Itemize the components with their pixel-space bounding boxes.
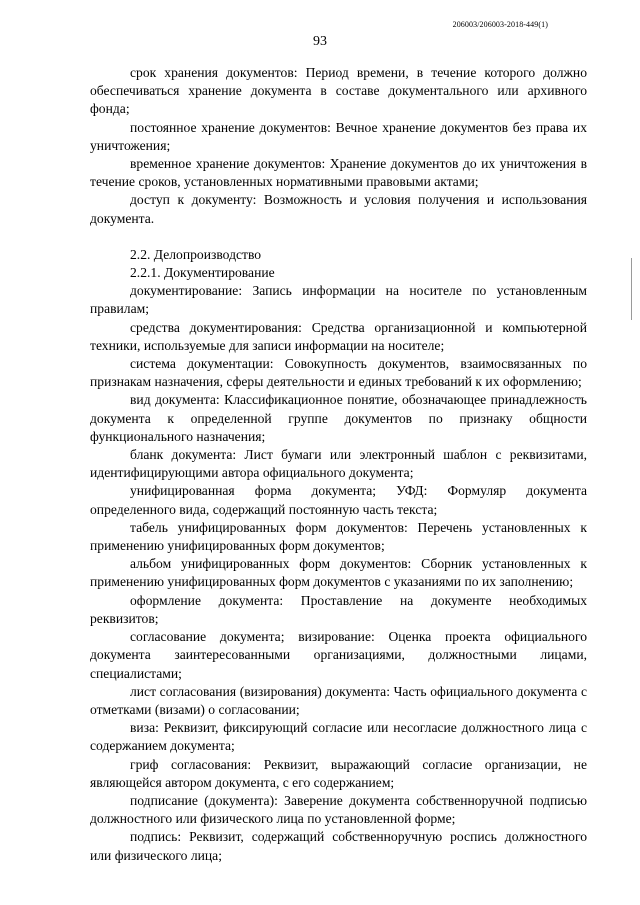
paragraph-forms-album: альбом унифицированных форм документов: Сборник установленных к применению унифицированных форм документов с указаниями по их заполнению; xyxy=(90,556,587,590)
paragraph-document-type: вид документа: Классификационное понятие, обозначающее принадлежность документа к определенной группе документов по признаку общности функционального назначения; xyxy=(90,392,587,444)
paragraph-visa: виза: Реквизит, фиксирующий согласие или несогласие должностного лица с содержанием документа; xyxy=(90,720,587,754)
subsection-title: 2.2.1. Документирование xyxy=(130,265,275,281)
section-title: 2.2. Делопроизводство xyxy=(130,246,262,262)
scan-margin-mark xyxy=(631,258,632,320)
paragraph-document-form: бланк документа: Лист бумаги или электронный шаблон с реквизитами, идентифицирующими автора официального документа; xyxy=(90,447,587,481)
paragraph-signing: подписание (документа): Заверение документа собственноручной подписью должностного или физического лица по установленной форме; xyxy=(90,792,587,827)
paragraph-approval-sheet: лист согласования (визирования) документа: Часть официального документа с отметками (визами) о согласовании; xyxy=(90,683,587,717)
document-body xyxy=(90,64,587,865)
document-code: 206003/206003-2018-449(1) xyxy=(452,20,548,29)
paragraph-storage-period: срок хранения документов: Период времени, в течение которого должно обеспечиваться хранение документа в составе документального или архивного фонда; xyxy=(90,65,587,117)
paragraph-signature: подпись: Реквизит, содержащий собственноручную роспись должностного или физического лица; xyxy=(90,829,587,863)
paragraph-documenting-means: средства документирования: Средства организационной и компьютерной техники, используемые для записи информации на носителе; xyxy=(90,319,587,353)
paragraph-documenting: документирование: Запись информации на носителе по установленным правилам; xyxy=(90,283,587,317)
paragraph-forms-table: табель унифицированных форм документов: Перечень установленных к применению унифицированных форм документов; xyxy=(90,519,587,554)
page-number: 93 xyxy=(313,34,327,49)
section-gap xyxy=(90,228,587,246)
paragraph-permanent-storage: постоянное хранение документов: Вечное хранение документов без права их уничтожения; xyxy=(90,119,587,153)
paragraph-unified-form: унифицированная форма документа; УФД: Формуляр документа определенного вида, содержащий постоянную часть текста; xyxy=(90,483,587,517)
paragraph-documentation-system: система документации: Совокупность документов, взаимосвязанных по признакам назначения, сферы деятельности и единых требований к их оформлению; xyxy=(90,356,587,390)
paragraph-document-approval: согласование документа; визирование: Оценка проекта официального документа заинтересованными организациями, должностными лицами, специалистами; xyxy=(90,629,587,681)
paragraph-document-formatting: оформление документа: Проставление на документе необходимых реквизитов; xyxy=(90,592,587,626)
paragraph-temporary-storage: временное хранение документов: Хранение документов до их уничтожения в течение сроков, установленных нормативными правовыми актами; xyxy=(90,156,587,190)
paragraph-approval-stamp: гриф согласования: Реквизит, выражающий согласие организации, не являющейся автором документа, с его содержанием; xyxy=(90,756,587,790)
paragraph-document-access: доступ к документу: Возможность и условия получения и использования документа. xyxy=(90,192,587,226)
